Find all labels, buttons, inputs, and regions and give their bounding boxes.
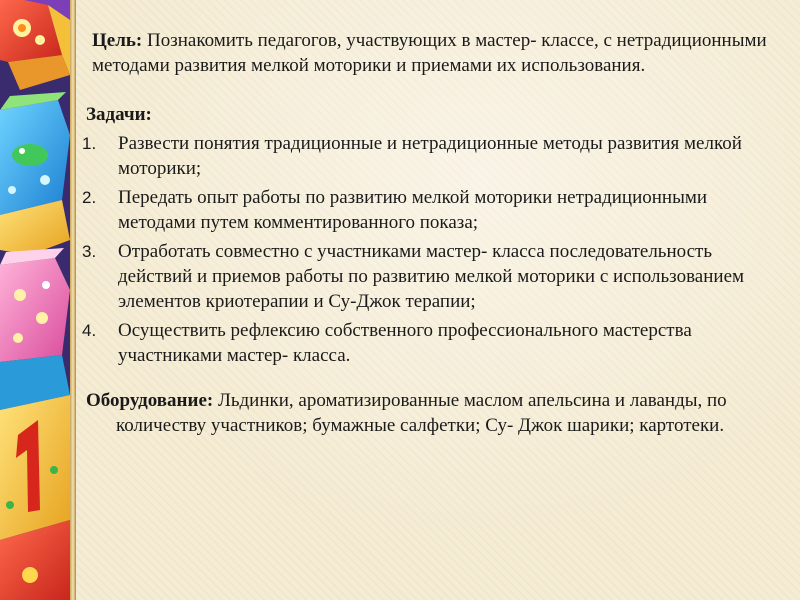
equipment-text: Льдинки, ароматизированные маслом апельсина и лаванды, по количеству участников; бумажные салфетки; Су- Джок шарики; картотеки. (116, 390, 727, 436)
task-number: 1. (82, 134, 97, 153)
slide-content (82, 28, 772, 438)
task-text: Отработать совместно с участниками мастер- класса последовательность действий и приемов работы по развитию мелкой моторики с использованием элементов криотерапии и Су-Джок терапии; (118, 241, 745, 312)
toy-block-fish-icon (0, 92, 70, 215)
task-item-3 (82, 239, 772, 314)
equipment-paragraph (86, 388, 772, 438)
decorative-side-strip (0, 0, 70, 600)
task-text: Осуществить рефлексию собственного профессионального мастерства участниками мастер- класса. (118, 320, 692, 366)
goal-label: Цель: (92, 30, 143, 51)
toy-blocks-illustration (0, 0, 70, 600)
task-text: Передать опыт работы по развитию мелкой моторики нетрадиционными методами путем комментированного показа; (118, 187, 708, 233)
task-number: 4. (82, 321, 97, 340)
tasks-heading-text: Задачи: (86, 104, 152, 125)
decorative-divider (70, 0, 76, 600)
task-number: 3. (82, 242, 97, 261)
task-text: Развести понятия традиционные и нетрадиционные методы развития мелкой моторики; (118, 133, 742, 179)
goal-paragraph (92, 28, 772, 78)
task-item-1 (82, 131, 772, 181)
tasks-list (82, 131, 772, 368)
task-item-4 (82, 318, 772, 368)
goal-text: Познакомить педагогов, участвующих в мастер- классе, с нетрадиционными методами развития мелкой моторики и приемами их использования. (92, 30, 767, 76)
task-item-2 (82, 185, 772, 235)
equipment-label: Оборудование: (86, 390, 214, 411)
tasks-heading (86, 102, 772, 127)
toy-block-number-icon (0, 395, 70, 540)
task-number: 2. (82, 188, 97, 207)
